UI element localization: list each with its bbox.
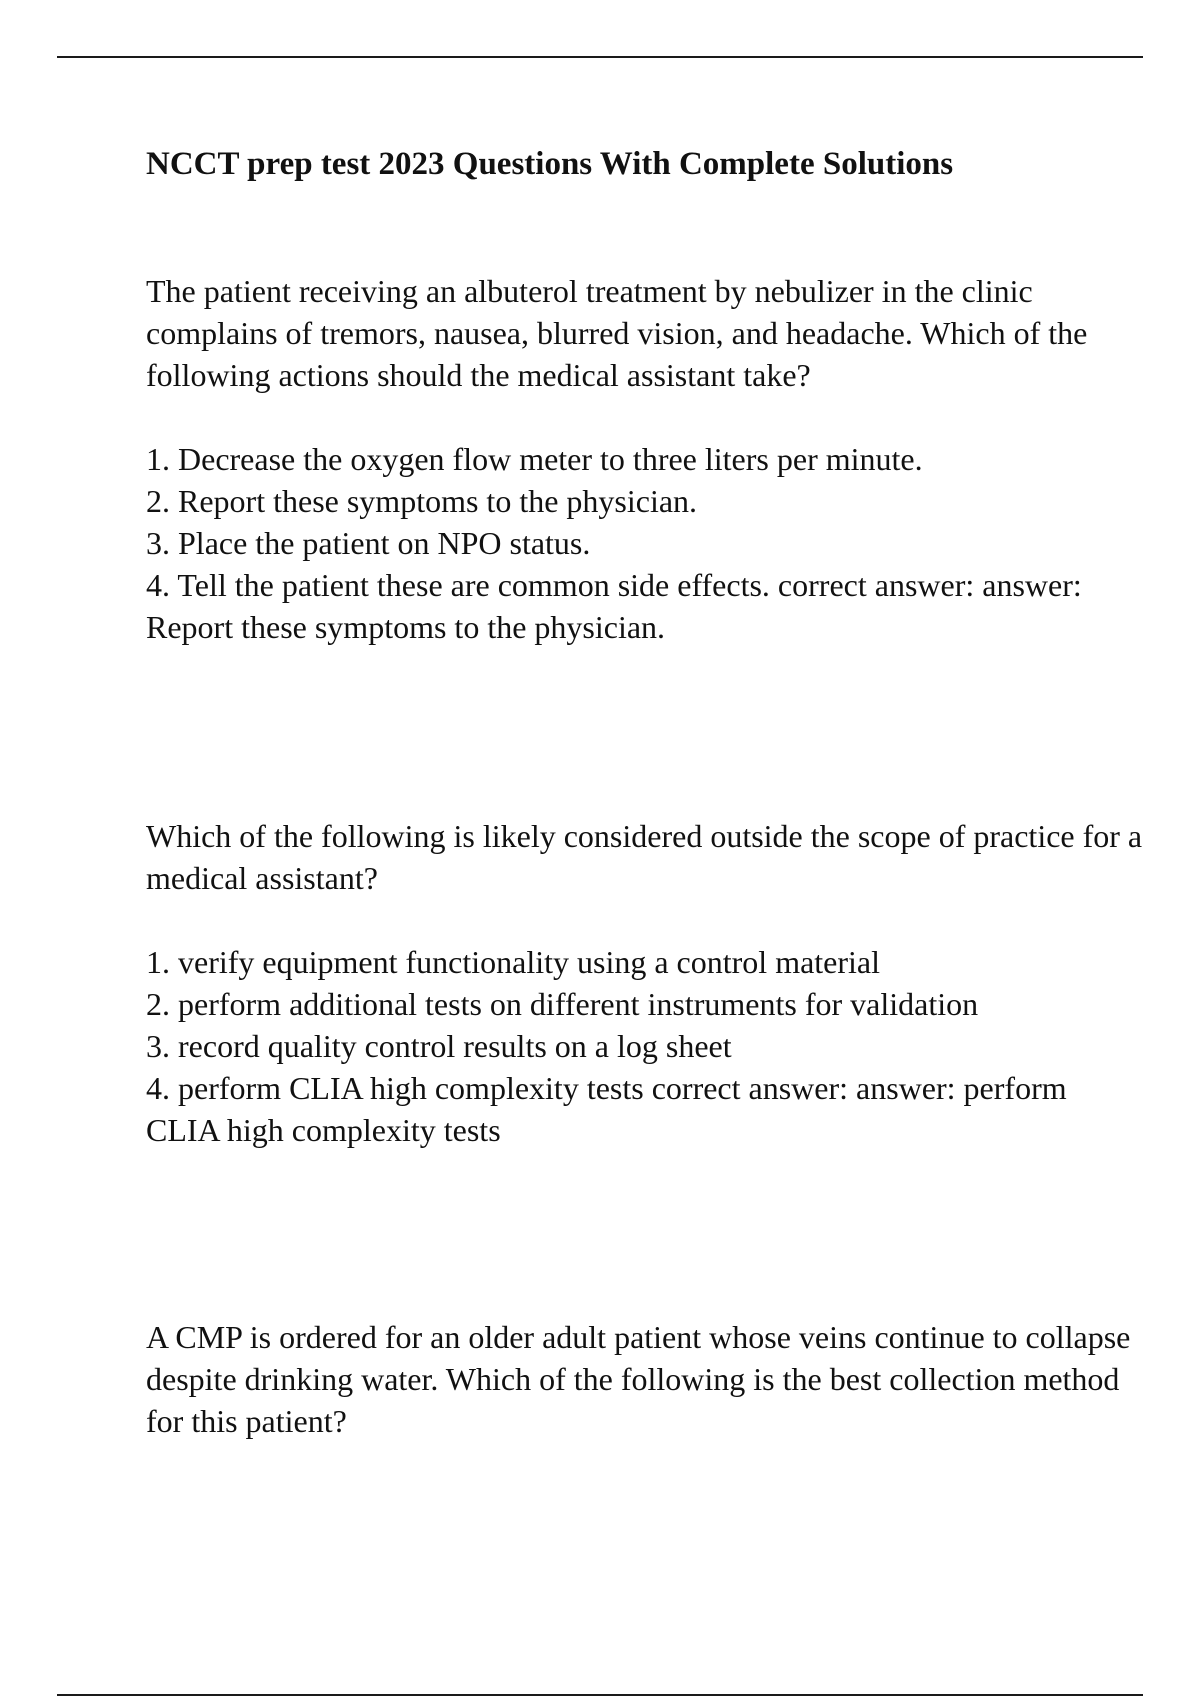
answer-option-with-solution: 4. perform CLIA high complexity tests correct answer: answer: perform CLIA high complexity tests xyxy=(146,1070,1067,1148)
answer-option: 3. record quality control results on a log sheet xyxy=(146,1028,732,1064)
answer-option-with-solution: 4. Tell the patient these are common side effects. correct answer: answer: Report these symptoms to the physician. xyxy=(146,567,1082,645)
answer-options xyxy=(146,941,1146,1151)
answer-option: 2. perform additional tests on different instruments for validation xyxy=(146,986,979,1022)
answer-option: 2. Report these symptoms to the physician. xyxy=(146,483,698,519)
answer-option: 3. Place the patient on NPO status. xyxy=(146,525,591,561)
question-prompt: Which of the following is likely considered outside the scope of practice for a medical assistant? xyxy=(146,818,1143,896)
answer-options xyxy=(146,438,1146,648)
question-2 xyxy=(146,815,1146,1151)
answer-option: 1. Decrease the oxygen flow meter to three liters per minute. xyxy=(146,441,923,477)
question-prompt: A CMP is ordered for an older adult patient whose veins continue to collapse despite drinking water. Which of the following is the best collection method for this patient? xyxy=(146,1319,1131,1439)
footer-rule xyxy=(57,1694,1143,1696)
document-title: NCCT prep test 2023 Questions With Complete Solutions xyxy=(146,146,954,182)
answer-option: 1. verify equipment functionality using a control material xyxy=(146,944,881,980)
question-1 xyxy=(146,270,1146,648)
question-prompt: The patient receiving an albuterol treatment by nebulizer in the clinic complains of tremors, nausea, blurred vision, and headache. Which of the following actions should the medical assistant take? xyxy=(146,273,1088,393)
question-3 xyxy=(146,1316,1146,1442)
header-rule xyxy=(57,56,1143,58)
